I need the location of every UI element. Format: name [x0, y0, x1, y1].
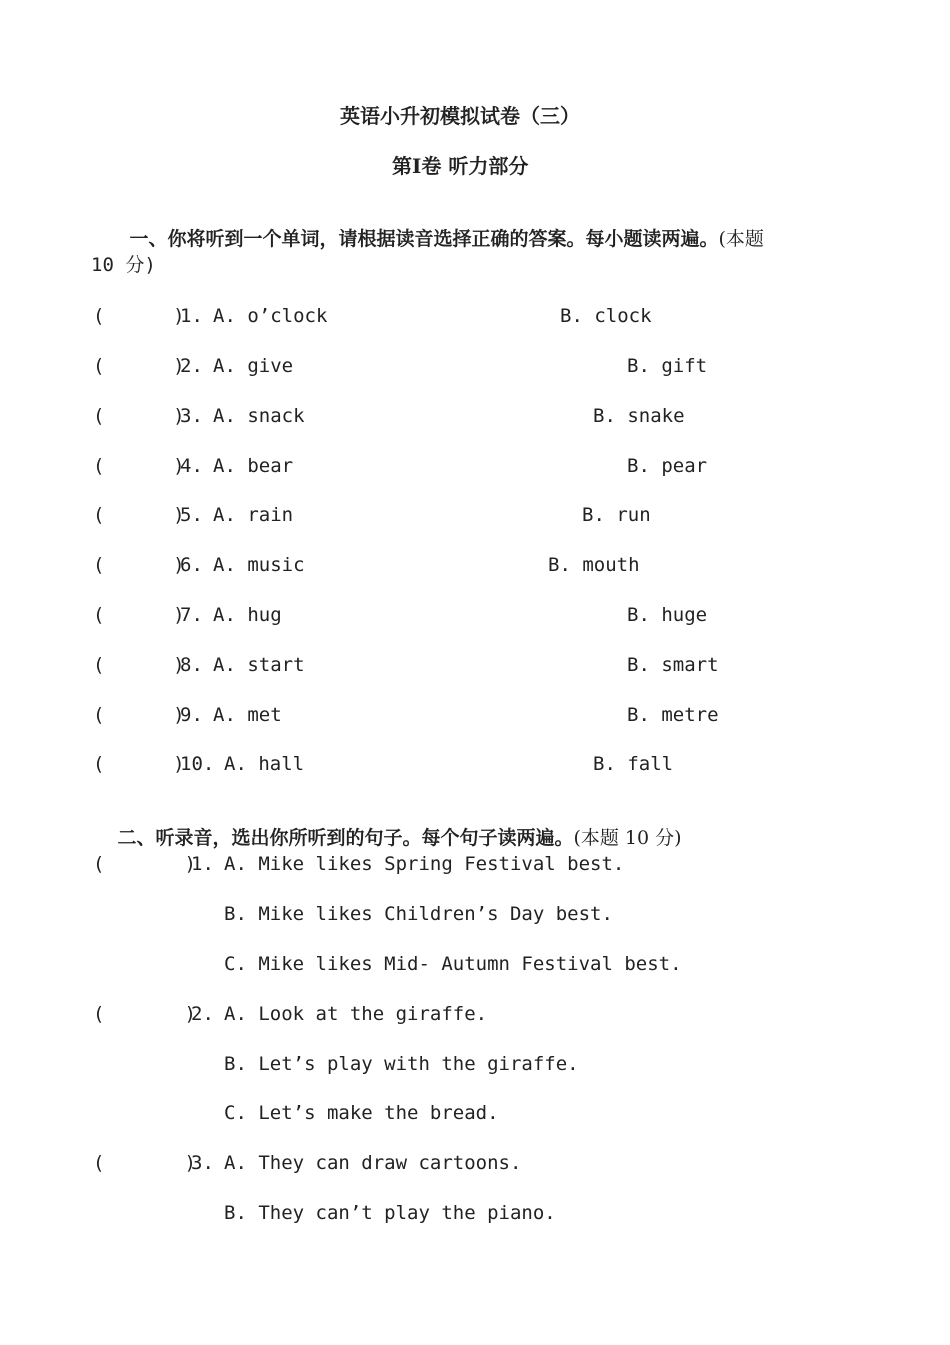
- option-a: A. o’clock: [213, 305, 328, 327]
- option-b: B. run: [582, 504, 651, 526]
- part2-instruction: 二、听录音，选出你所听到的句子。每个句子读两遍。: [117, 827, 574, 849]
- option-b: B. gift: [627, 355, 708, 377]
- option-b: B. fall: [593, 753, 674, 775]
- answer-bracket: ( ): [93, 455, 185, 477]
- answer-bracket: ( ): [93, 1152, 196, 1174]
- option-a: A. rain: [213, 504, 294, 526]
- option-b: B. They can’t play the piano.: [224, 1202, 556, 1224]
- answer-bracket: ( ): [93, 1003, 196, 1025]
- option-a: A. start: [213, 654, 305, 676]
- answer-bracket: ( ): [93, 853, 196, 875]
- exam-title: 英语小升初模拟试卷（三）: [340, 104, 580, 128]
- option-a: A. give: [213, 355, 294, 377]
- option-b: B. pear: [627, 455, 708, 477]
- question-number: 2.: [191, 1003, 214, 1025]
- question-number: 5.: [180, 504, 203, 526]
- question-number: 3.: [191, 1152, 214, 1174]
- answer-bracket: ( ): [93, 654, 185, 676]
- part2-score-note: (本题 10 分): [573, 827, 682, 849]
- option-a: A. They can draw cartoons.: [224, 1152, 522, 1174]
- option-a: A. Mike likes Spring Festival best.: [224, 853, 625, 875]
- option-a: A. hug: [213, 604, 282, 626]
- question-number: 10.: [180, 753, 215, 775]
- question-number: 9.: [180, 704, 203, 726]
- option-b: B. mouth: [548, 554, 640, 576]
- question-number: 6.: [180, 554, 203, 576]
- option-b: B. Mike likes Children’s Day best.: [224, 903, 613, 925]
- question-number: 4.: [180, 455, 203, 477]
- question-number: 8.: [180, 654, 203, 676]
- option-a: A. music: [213, 554, 305, 576]
- section-title: 第Ⅰ卷 听力部分: [392, 154, 529, 178]
- answer-bracket: ( ): [93, 704, 185, 726]
- question-number: 7.: [180, 604, 203, 626]
- answer-bracket: ( ): [93, 405, 185, 427]
- option-b: B. clock: [560, 305, 652, 327]
- option-c: C. Mike likes Mid- Autumn Festival best.: [224, 953, 682, 975]
- answer-bracket: ( ): [93, 305, 185, 327]
- option-b: B. smart: [627, 654, 719, 676]
- option-a: A. hall: [224, 753, 305, 775]
- part1-score-note-start: (本题: [718, 228, 764, 250]
- answer-bracket: ( ): [93, 753, 185, 775]
- question-number: 1.: [180, 305, 203, 327]
- question-number: 1.: [191, 853, 214, 875]
- option-a: A. bear: [213, 455, 294, 477]
- part1-instruction: 一、你将听到一个单词，请根据读音选择正确的答案。每小题读两遍。: [129, 228, 719, 250]
- answer-bracket: ( ): [93, 355, 185, 377]
- option-a: A. Look at the giraffe.: [224, 1003, 488, 1025]
- part1-score-note-end: 10 分): [91, 254, 156, 276]
- option-b: B. huge: [627, 604, 708, 626]
- part1-heading: [103, 203, 764, 275]
- question-number: 2.: [180, 355, 203, 377]
- question-number: 3.: [180, 405, 203, 427]
- option-b: B. Let’s play with the giraffe.: [224, 1053, 579, 1075]
- option-c: C. Let’s make the bread.: [224, 1102, 499, 1124]
- answer-bracket: ( ): [93, 604, 185, 626]
- answer-bracket: ( ): [93, 504, 185, 526]
- option-a: A. snack: [213, 405, 305, 427]
- option-a: A. met: [213, 704, 282, 726]
- answer-bracket: ( ): [93, 554, 185, 576]
- option-b: B. metre: [627, 704, 719, 726]
- option-b: B. snake: [593, 405, 685, 427]
